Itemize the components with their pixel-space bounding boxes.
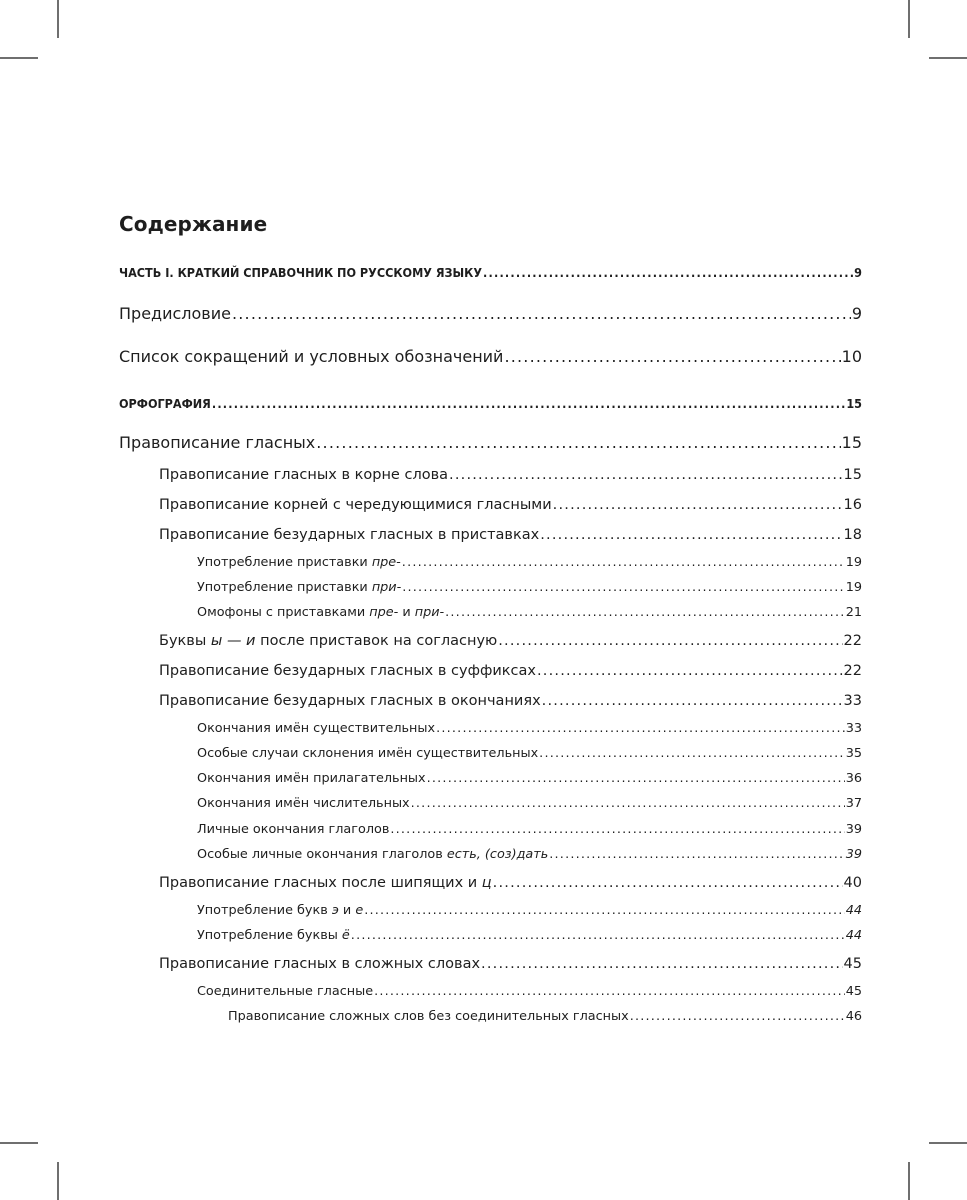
toc-entry[interactable]: Правописание гласных в сложных словах ..... 45 <box>159 957 862 972</box>
toc-entry[interactable]: Список сокращений и условных обозначений ..... 10 <box>119 349 862 365</box>
toc-entry[interactable]: Правописание сложных слов без соединительных гласных ..... 46 <box>228 1011 862 1024</box>
toc-entry[interactable]: Личные окончания глаголов ..... 39 <box>197 824 862 837</box>
toc-entry[interactable]: Буквы ы — и после приставок на согласную ..... 22 <box>159 634 862 649</box>
toc-entry[interactable]: Правописание гласных после шипящих и ц ..... 40 <box>159 876 862 891</box>
toc-entry[interactable]: Употребление приставки пре- ..... 19 <box>197 557 862 570</box>
toc-entry[interactable]: Правописание корней с чередующимися гласными ..... 16 <box>159 498 862 513</box>
toc-entry[interactable]: Правописание безударных гласных в суффиксах ..... 22 <box>159 664 862 679</box>
toc-entry[interactable]: Правописание гласных ..... 15 <box>119 435 862 451</box>
toc-entry[interactable]: Особые случаи склонения имён существительных ..... 35 <box>197 748 862 761</box>
toc-entry[interactable]: Окончания имён числительных ..... 37 <box>197 798 862 811</box>
toc-entry[interactable]: Правописание гласных в корне слова ..... 15 <box>159 468 862 483</box>
toc-entry[interactable]: ЧАСТЬ I. КРАТКИЙ СПРАВОЧНИК ПО РУССКОМУ ЯЗЫКУ ..... 9 <box>119 267 862 280</box>
toc-entry[interactable]: Употребление буквы ё ..... 44 <box>197 930 862 943</box>
toc-entry[interactable]: Предисловие ..... 9 <box>119 306 862 322</box>
toc-entry[interactable]: Окончания имён существительных ..... 33 <box>197 723 862 736</box>
toc-entry[interactable]: Употребление приставки при- ..... 19 <box>197 582 862 595</box>
toc-entry[interactable]: Правописание безударных гласных в окончаниях ..... 33 <box>159 694 862 709</box>
toc-entry[interactable]: Соединительные гласные ..... 45 <box>197 986 862 999</box>
toc-entry[interactable]: Омофоны с приставками пре- и при- ..... 21 <box>197 607 862 620</box>
toc-entry[interactable]: Употребление букв э и е ..... 44 <box>197 905 862 918</box>
toc-heading: Содержание <box>119 212 268 236</box>
toc-entry[interactable]: Окончания имён прилагательных ..... 36 <box>197 773 862 786</box>
toc-entry[interactable]: Правописание безударных гласных в приставках ..... 18 <box>159 528 862 543</box>
toc-entry[interactable]: ОРФОГРАФИЯ ..... 15 <box>119 398 862 411</box>
toc-entry[interactable]: Особые личные окончания глаголов есть, (соз)дать ..... 39 <box>197 849 862 862</box>
